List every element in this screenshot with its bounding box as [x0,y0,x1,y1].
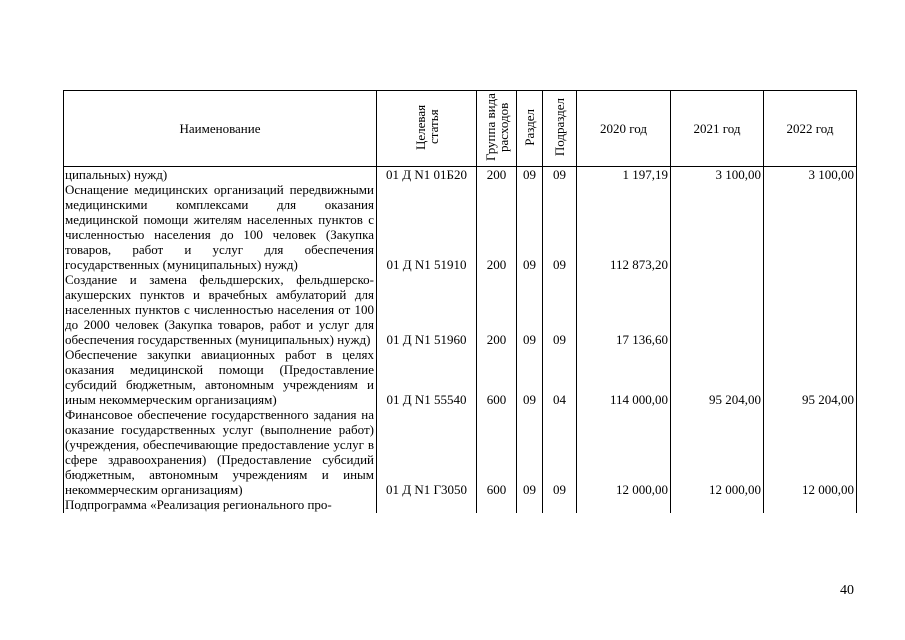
row-2021: 12 000,00 [671,407,764,497]
row-group: 600 [477,407,517,497]
row-2022 [764,272,857,347]
row-2022 [764,497,857,513]
row-2022: 12 000,00 [764,407,857,497]
row-group: 600 [477,347,517,407]
row-name: Создание и замена фельдшерских, фельдшерско-акушерских пунктов и врачебных амбулаторий для населенных пунктов с численностью населения от 100 до 2000 человек (Закупка товаров, работ и услуг для обеспечения государственных (муниципальных) нужд) [64,272,377,347]
row-group: 200 [477,182,517,272]
table-row [64,347,857,407]
row-2022: 3 100,00 [764,167,857,183]
header-target-article [377,91,477,167]
row-2020 [577,497,671,513]
row-subsection [543,497,577,513]
table-header-row [64,91,857,167]
row-subsection: 09 [543,167,577,183]
row-2020: 12 000,00 [577,407,671,497]
header-target-article-label: Целевая статья [412,104,441,150]
row-group: 200 [477,272,517,347]
row-section: 09 [517,272,543,347]
header-2021: 2021 год [671,91,764,167]
row-section: 09 [517,182,543,272]
row-section: 09 [517,347,543,407]
header-subsection [543,91,577,167]
row-section: 09 [517,407,543,497]
page-number: 40 [840,583,854,598]
table-row [64,182,857,272]
row-2022 [764,182,857,272]
row-name: Обеспечение закупки авиационных работ в целях оказания медицинской помощи (Предоставление субсидий бюджетным, автономным учреждениям и иным некоммерческим организациям) [64,347,377,407]
row-target: 01 Д N1 01Б20 [377,167,477,183]
header-2022: 2022 год [764,91,857,167]
row-2021 [671,182,764,272]
header-expense-group-label: Группа вида расходов [482,93,511,161]
row-target: 01 Д N1 55540 [377,347,477,407]
table-row [64,407,857,497]
table-row [64,272,857,347]
row-subsection: 09 [543,182,577,272]
row-group: 200 [477,167,517,183]
header-subsection-label: Подраздел [552,97,567,157]
row-2021: 3 100,00 [671,167,764,183]
row-2020: 114 000,00 [577,347,671,407]
row-2020: 1 197,19 [577,167,671,183]
row-target: 01 Д N1 51960 [377,272,477,347]
row-2020: 112 873,20 [577,182,671,272]
row-2021: 95 204,00 [671,347,764,407]
row-target: 01 Д N1 Г3050 [377,407,477,497]
header-section [517,91,543,167]
row-subsection: 09 [543,407,577,497]
header-2020: 2020 год [577,91,671,167]
row-name: ципальных) нужд) [64,167,377,183]
row-group [477,497,517,513]
row-subsection: 04 [543,347,577,407]
header-name: Наименование [64,91,377,167]
row-2020: 17 136,60 [577,272,671,347]
row-name: Подпрограмма «Реализация регионального про- [64,497,377,513]
header-section-label: Раздел [522,108,537,146]
row-subsection: 09 [543,272,577,347]
row-2022: 95 204,00 [764,347,857,407]
table-row [64,497,857,513]
table-row [64,167,857,183]
row-2021 [671,497,764,513]
row-section [517,497,543,513]
row-section: 09 [517,167,543,183]
row-name: Финансовое обеспечение государственного задания на оказание государственных услуг (выполнение работ) (учреждения, обеспечивающие предоставление услуг в сфере здравоохранения) (Предоставление субсидий бюджетным, автономным учреждениям и иным некоммерческим организациям) [64,407,377,497]
row-target: 01 Д N1 51910 [377,182,477,272]
header-expense-group [477,91,517,167]
budget-table [63,90,857,513]
row-target [377,497,477,513]
row-name: Оснащение медицинских организаций передвижными медицинскими комплексами для оказания медицинской помощи жителям населенных пунктов с численностью населения до 100 человек (Закупка товаров, работ и услуг для обеспечения государственных (муниципальных) нужд) [64,182,377,272]
row-2021 [671,272,764,347]
